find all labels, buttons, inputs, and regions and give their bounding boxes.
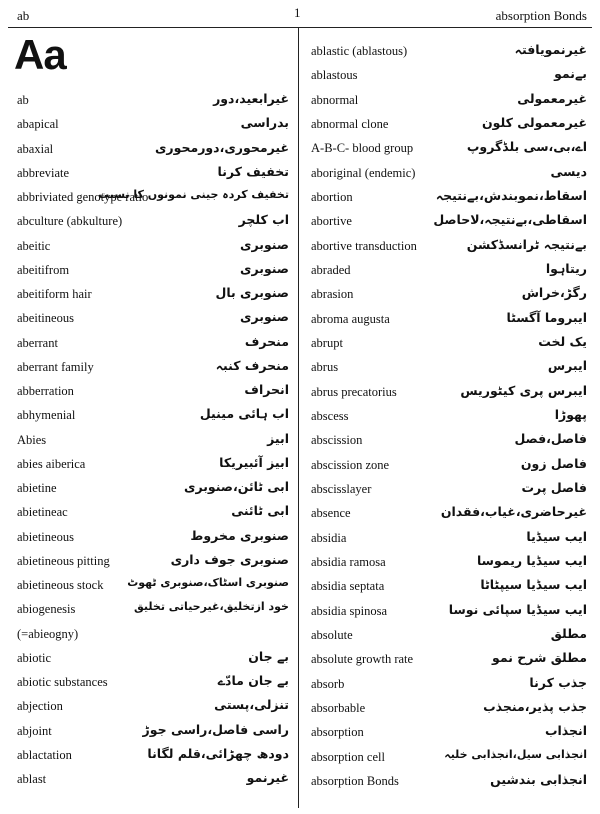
entry-term: abrasion — [311, 287, 354, 302]
entry-translation: ایبروما آگسٹا — [506, 309, 587, 325]
dictionary-entry — [300, 723, 600, 743]
entry-translation: صنوبری — [240, 260, 289, 276]
dictionary-entry — [0, 285, 297, 305]
dictionary-entry — [300, 431, 600, 451]
entry-term: abculture (abkulture) — [17, 214, 123, 229]
entry-term: abnormal — [311, 92, 359, 107]
dictionary-entry — [300, 772, 600, 792]
entry-translation: پھوڑا — [554, 406, 587, 422]
entry-term: absorption cell — [311, 749, 385, 764]
dictionary-entry — [300, 407, 600, 427]
entry-translation: جذب پذیر،منجذب — [483, 698, 587, 714]
entry-term: abietineac — [17, 505, 68, 520]
entry-translation: بےنتیجہ ٹرانسڈکشن — [466, 236, 587, 252]
entry-translation: اسقاط،نموبندش،بےنتیجہ — [435, 187, 587, 203]
entry-term: ablastic (ablastous) — [311, 44, 408, 58]
entry-term: abiotic substances — [17, 675, 108, 689]
dictionary-entry — [0, 576, 297, 596]
dictionary-entry — [300, 285, 600, 305]
entry-translation: مطلق — [550, 625, 587, 641]
dictionary-entry — [300, 358, 600, 378]
entry-term: abortive — [311, 214, 352, 229]
entry-translation: ریتاہوا — [545, 260, 587, 276]
entry-term: absence — [311, 506, 351, 521]
dictionary-entry — [0, 746, 297, 766]
entry-translation: صنوبری — [240, 309, 289, 325]
dictionary-entry — [300, 480, 600, 500]
entry-translation: دودھ چھڑائی،قلم لگانا — [147, 745, 289, 761]
dictionary-entry — [0, 722, 297, 742]
entry-term: abietine — [17, 481, 57, 495]
entry-term: aboriginal (endemic) — [311, 165, 416, 180]
entry-term: ab — [17, 93, 29, 107]
dictionary-entry — [0, 91, 297, 111]
dictionary-entry — [0, 382, 297, 402]
entry-translation: تنزلی،پستی — [214, 697, 289, 713]
entry-term: absidia spinosa — [311, 603, 388, 618]
dictionary-entry — [300, 504, 600, 524]
entry-term: absorption Bonds — [311, 773, 399, 788]
entry-term: abaxial — [17, 141, 54, 156]
entry-translation: یک لخت — [538, 333, 587, 349]
entry-term: abeitiform hair — [17, 287, 92, 301]
dictionary-entry — [0, 649, 297, 669]
dictionary-entry — [0, 358, 297, 378]
entry-term: abiogenesis — [17, 602, 76, 617]
entry-translation: منحرف — [244, 333, 289, 349]
entry-term: abeitifrom — [17, 262, 70, 277]
entry-translation: ایب سیڈیا سیپٹاٹا — [480, 577, 587, 593]
dictionary-entry — [0, 552, 297, 572]
dictionary-entry — [300, 553, 600, 573]
header-rule — [8, 27, 592, 28]
entry-translation: غیرنمویافتہ — [514, 42, 587, 57]
dictionary-entry — [0, 237, 297, 257]
dictionary-entry — [300, 650, 600, 670]
dictionary-entry — [0, 334, 297, 354]
entry-term: abbreviate — [17, 165, 70, 180]
entry-translation: ایبرس پری کیٹوریس — [460, 382, 587, 398]
entry-translation: مطلق شرح نمو — [492, 650, 587, 666]
entry-translation: دیسی — [550, 163, 587, 179]
entry-translation: غیرمحوری،دورمحوری — [154, 139, 289, 155]
entry-term: abietineous pitting — [17, 553, 110, 568]
dictionary-entry — [300, 577, 600, 597]
dictionary-entry — [0, 528, 297, 548]
entry-translation: منحرف کنبہ — [215, 357, 289, 373]
entry-translation: رگڑ،خراش — [521, 285, 587, 301]
entry-term: abiotic — [17, 650, 52, 665]
entry-term: abbriviated genotype ratio — [17, 190, 149, 204]
column-divider — [298, 28, 299, 808]
entry-term: aberrant family — [17, 359, 94, 374]
dictionary-entry — [300, 383, 600, 403]
entry-translation: انحراف — [244, 382, 289, 397]
dictionary-entry — [0, 455, 297, 475]
entry-term: absorption — [311, 725, 364, 740]
entry-translation: صنوبری اسٹاک،صنوبری ٹھوٹ — [127, 576, 289, 589]
dictionary-entry — [300, 675, 600, 695]
entry-translation: صنوبری مخروط — [190, 527, 289, 543]
entry-term: abietineous stock — [17, 578, 104, 592]
entry-translation: خود ازتخلیق،غیرحیاتی تخلیق — [134, 600, 289, 614]
dictionary-entry — [300, 334, 600, 354]
entry-translation: غیرنمو — [246, 770, 289, 785]
entry-term: abhymenial — [17, 408, 76, 423]
entry-term: absolute growth rate — [311, 652, 414, 667]
entry-translation: بے جان — [248, 648, 289, 664]
entry-term: abscission — [311, 433, 363, 448]
entry-translation: ایبرس — [547, 358, 587, 374]
entry-term: abortion — [311, 189, 353, 204]
dictionary-entry — [0, 309, 297, 329]
entry-translation: انجذابی بندشیں — [490, 771, 587, 787]
entry-term: absolute — [311, 627, 353, 642]
entry-term: abapical — [17, 117, 59, 132]
entry-translation: ابی ٹائنی — [231, 503, 289, 519]
entry-term: abscisslayer — [311, 481, 372, 496]
entry-translation: اے،بی،سی بلڈگروپ — [466, 139, 587, 155]
entry-translation: غیرابعید،دور — [213, 91, 289, 106]
dictionary-entry — [300, 699, 600, 719]
entry-term: absidia ramosa — [311, 554, 386, 569]
entry-translation: صنوبری — [240, 236, 289, 252]
dictionary-entry — [300, 91, 600, 111]
dictionary-entry — [300, 602, 600, 622]
entry-translation: اسقاطی،بےنتیجہ،لاحاصل — [433, 212, 587, 228]
entry-term: abberration — [17, 384, 74, 398]
entry-translation: جذب کرنا — [529, 674, 587, 690]
dictionary-entry — [0, 625, 297, 645]
entry-term: abraded — [311, 262, 351, 277]
entry-translation: بےنمو — [554, 66, 587, 82]
dictionary-entry — [0, 770, 297, 790]
entry-translation: اب ہائی مینیل — [199, 406, 289, 422]
entry-term: A-B-C- blood group — [311, 141, 414, 156]
entry-term: abnormal clone — [311, 116, 389, 131]
dictionary-entry — [300, 748, 600, 768]
entry-translation: تخفیف کرنا — [217, 163, 289, 179]
dictionary-entry — [0, 697, 297, 717]
entry-term: abjection — [17, 699, 63, 714]
dictionary-entry — [0, 140, 297, 160]
running-head-left: ab — [17, 8, 30, 23]
entry-term: abjoint — [17, 723, 52, 738]
entry-term: ablast — [17, 772, 47, 786]
entry-term: abeitineous — [17, 311, 74, 326]
dictionary-entry — [300, 310, 600, 330]
dictionary-entry — [0, 673, 297, 693]
entry-term: abies aiberica — [17, 456, 86, 471]
entry-translation: غیرحاضری،غیاب،فقدان — [440, 504, 587, 520]
dictionary-entry — [300, 139, 600, 159]
entry-translation: انجذاب — [544, 723, 587, 739]
entry-term: absidia septata — [311, 579, 385, 594]
entry-translation: ابیز آئبیریکا — [219, 454, 289, 470]
entry-translation: ایب سیڈیا سپائی نوسا — [448, 601, 587, 617]
dictionary-entry — [300, 261, 600, 281]
dictionary-entry — [0, 261, 297, 281]
entry-translation: ایب سیڈیا — [526, 528, 587, 544]
entry-term: aberrant — [17, 335, 58, 350]
entry-term: ablastous — [311, 68, 358, 83]
dictionary-entry — [300, 212, 600, 232]
section-letter: Aa — [14, 31, 66, 78]
entry-term: abrupt — [311, 335, 343, 350]
entry-term: absidia — [311, 530, 347, 545]
dictionary-entry — [0, 164, 297, 184]
entry-term: abietineous — [17, 529, 74, 544]
entry-term: absorb — [311, 676, 345, 691]
entry-translation: ابیز — [267, 430, 289, 446]
dictionary-entry — [0, 479, 297, 499]
entry-term: ablactation — [17, 747, 72, 762]
entry-translation: صنوبری بال — [215, 285, 289, 300]
entry-translation: بے جان مادّے — [217, 673, 289, 688]
dictionary-entry — [0, 212, 297, 232]
entry-translation: بدراسی — [240, 115, 289, 131]
entry-translation: اب کلچر — [238, 212, 289, 228]
dictionary-entry — [300, 188, 600, 208]
entry-translation: ابی ٹائن،صنوبری — [184, 479, 289, 494]
entry-term: abrus — [311, 360, 339, 375]
entry-translation: فاصل پرت — [521, 479, 587, 495]
dictionary-entry — [300, 66, 600, 86]
entry-translation: غیرمعمولی — [517, 90, 587, 106]
entry-translation: غیرمعمولی کلون — [482, 114, 587, 130]
dictionary-entry — [0, 406, 297, 426]
entry-translation: ایب سیڈیا ریموسا — [476, 552, 587, 568]
running-head-right: absorption Bonds — [495, 8, 587, 23]
dictionary-entry — [0, 503, 297, 523]
entry-translation: تخفیف کردہ جینی نمونوں کا نسبت — [98, 188, 289, 201]
entry-translation: صنوبری جوف داری — [170, 551, 289, 567]
entry-term: abscess — [311, 408, 349, 423]
dictionary-entry — [0, 115, 297, 135]
entry-term: abrus precatorius — [311, 384, 397, 399]
dictionary-entry — [300, 456, 600, 476]
dictionary-entry — [300, 115, 600, 135]
entry-term: (=abieogny) — [17, 626, 79, 641]
dictionary-entry — [300, 42, 600, 62]
entry-term: abeitic — [17, 238, 51, 253]
entry-translation: فاصل،فصل — [514, 431, 587, 447]
entry-term: abortive transduction — [311, 238, 417, 253]
dictionary-entry — [300, 626, 600, 646]
entry-term: absorbable — [311, 700, 366, 715]
page-number: 1 — [294, 5, 301, 20]
dictionary-entry — [0, 600, 297, 620]
entry-translation: انجذابی سیل،انجذابی خلیہ — [444, 747, 587, 761]
entry-term: abroma augusta — [311, 311, 390, 326]
dictionary-entry — [0, 431, 297, 451]
dictionary-entry — [300, 237, 600, 257]
entry-translation: راسی فاصل،راسی جوڑ — [142, 721, 289, 737]
dictionary-entry — [0, 188, 297, 208]
entry-term: abscission zone — [311, 457, 390, 472]
dictionary-entry — [300, 164, 600, 184]
entry-translation: فاصل زون — [520, 455, 587, 471]
dictionary-entry — [300, 529, 600, 549]
entry-term: Abies — [17, 432, 47, 447]
